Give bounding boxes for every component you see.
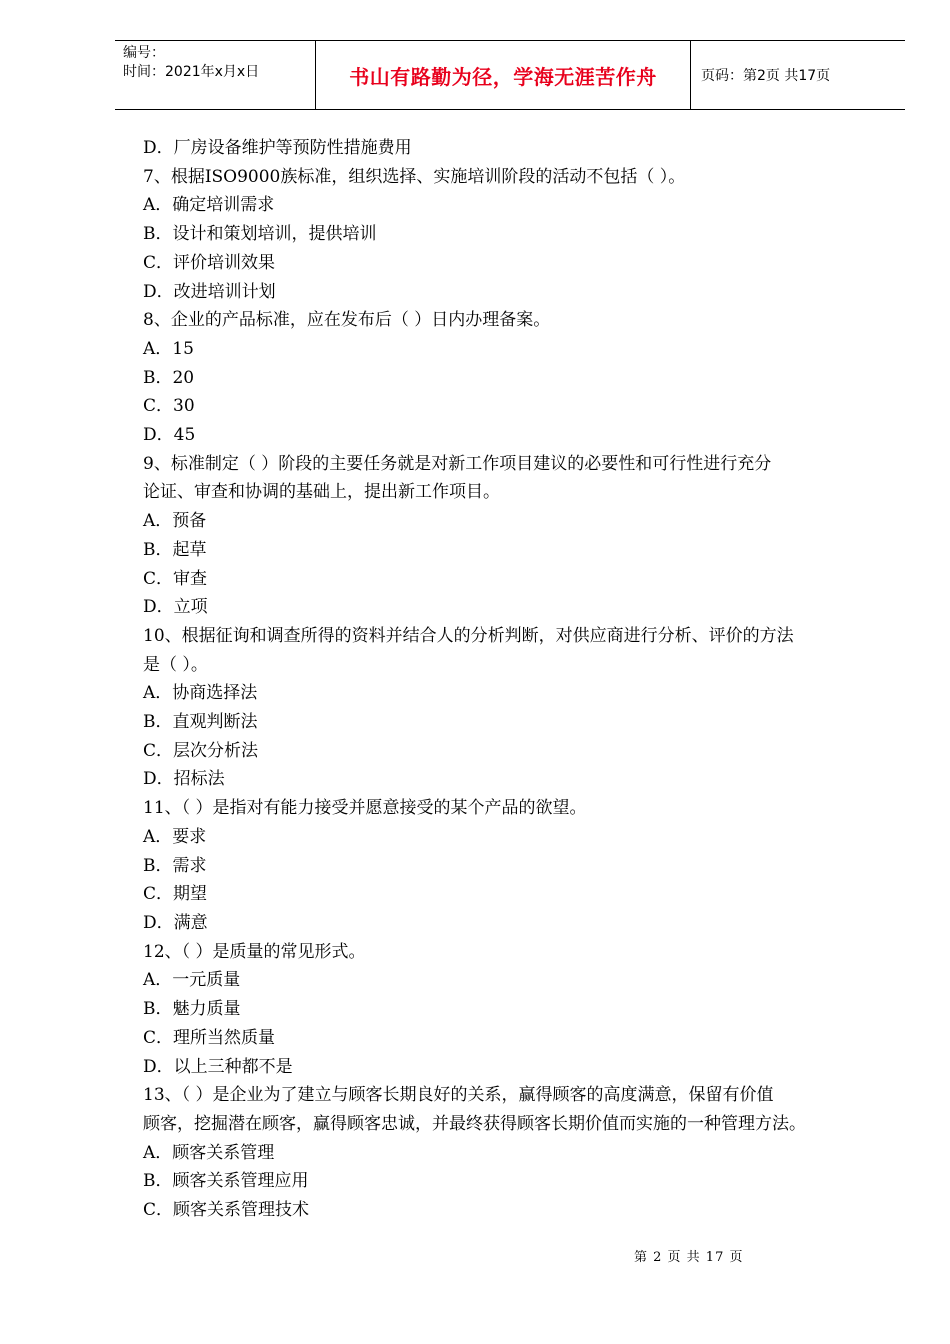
answer-option: B．需求: [143, 855, 207, 876]
header-motto-cell: [316, 41, 691, 109]
document-number-label: 编号：: [123, 45, 165, 61]
answer-option: A．预备: [143, 511, 207, 532]
header-page-code: 页码：第2页 共17页: [701, 68, 831, 84]
question-stem: 12、（ ）是质量的常见形式。: [143, 941, 366, 962]
answer-option: D．立项: [143, 597, 208, 618]
answer-option: D．招标法: [143, 769, 225, 790]
answer-option: C．30: [143, 396, 195, 417]
question-stem: 7、根据ISO9000族标准，组织选择、实施培训阶段的活动不包括（ ）。: [143, 166, 686, 187]
question-stem-continued: 是（ ）。: [143, 654, 208, 675]
header-meta-cell: [115, 41, 316, 109]
answer-option: A．协商选择法: [143, 683, 258, 704]
answer-option: C．审查: [143, 568, 208, 589]
answer-option: C．期望: [143, 884, 208, 905]
answer-option: B．设计和策划培训，提供培训: [143, 224, 377, 245]
answer-option: A．确定培训需求: [143, 195, 275, 216]
text-line: D．厂房设备维护等预防性措施费用: [143, 138, 412, 158]
answer-option: C．理所当然质量: [143, 1027, 276, 1048]
answer-option: C．层次分析法: [143, 740, 259, 761]
page-header: [115, 40, 905, 110]
answer-option: B．直观判断法: [143, 712, 258, 733]
question-stem-continued: 顾客，挖掘潜在顾客，赢得顾客忠诚，并最终获得顾客长期价值而实施的一种管理方法。: [143, 1113, 806, 1134]
answer-option: D．满意: [143, 912, 208, 933]
answer-option: B．顾客关系管理应用: [143, 1171, 309, 1192]
answer-option: D．45: [143, 425, 196, 446]
question-stem-continued: 论证、审查和协调的基础上，提出新工作项目。: [143, 482, 500, 503]
question-stem: 8、企业的产品标准，应在发布后（ ）日内办理备案。: [143, 310, 551, 331]
answer-option: A．一元质量: [143, 970, 241, 991]
question-body: [143, 134, 883, 1225]
document-time-label: 时间：2021年x月x日: [123, 64, 260, 80]
answer-option: A．要求: [143, 826, 207, 847]
answer-option: A．15: [143, 338, 194, 359]
answer-option: C．评价培训效果: [143, 252, 276, 273]
question-stem: 10、根据征询和调查所得的资料并结合人的分析判断，对供应商进行分析、评价的方法: [143, 625, 794, 646]
answer-option: B．20: [143, 367, 195, 388]
question-stem: 13、（ ）是企业为了建立与顾客长期良好的关系，赢得顾客的高度满意，保留有价值: [143, 1085, 774, 1106]
answer-option: D．以上三种都不是: [143, 1056, 293, 1077]
answer-option: B．起草: [143, 539, 207, 560]
answer-option: C．顾客关系管理技术: [143, 1200, 310, 1221]
answer-option: D．改进培训计划: [143, 281, 276, 302]
answer-option: B．魅力质量: [143, 999, 241, 1020]
question-stem: 9、标准制定（ ）阶段的主要任务就是对新工作项目建议的必要性和可行性进行充分: [143, 453, 772, 474]
header-page-cell: [691, 41, 905, 109]
question-stem: 11、（ ）是指对有能力接受并愿意接受的某个产品的欲望。: [143, 798, 587, 819]
header-motto: 书山有路勤为径，学海无涯苦作舟: [349, 64, 657, 89]
page-footer: 第 2 页 共 17 页: [634, 1250, 744, 1265]
answer-option: A．顾客关系管理: [143, 1142, 275, 1163]
